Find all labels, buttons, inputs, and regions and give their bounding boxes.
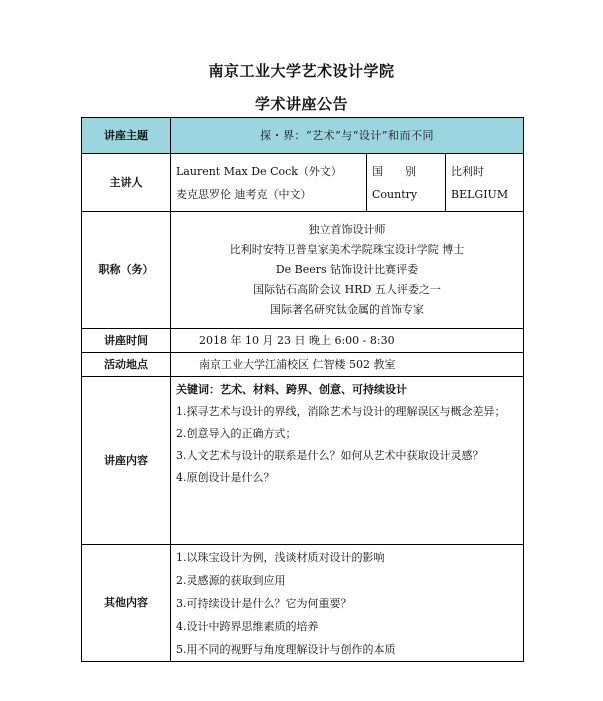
announcement-table — [81, 117, 524, 662]
country-label-en: Country — [372, 187, 418, 201]
venue-label: 活动地点 — [82, 353, 171, 377]
topic-value: 探・界：“艺术”与“设计”和而不同 — [171, 118, 524, 154]
country-labels — [367, 154, 446, 212]
speaker-names — [171, 154, 367, 212]
content-item: 3.人文艺术与设计的联系是什么？如何从艺术中获取设计灵感？ — [176, 449, 484, 462]
titles-label: 职称（务） — [82, 212, 171, 329]
country-values — [446, 154, 524, 212]
time-row — [82, 329, 524, 353]
title-item: De Beers 钻饰设计比赛评委 — [275, 263, 419, 276]
title-item: 独立首饰设计师 — [308, 223, 386, 236]
title-item: 国际著名研究钛金属的首饰专家 — [270, 303, 424, 316]
speaker-label: 主讲人 — [82, 154, 171, 212]
speaker-name-chinese: 麦克思罗伦 迪考克（中文） — [176, 187, 312, 201]
time-label: 讲座时间 — [82, 329, 171, 353]
venue-row — [82, 353, 524, 377]
other-item: 5.用不同的视野与角度理解设计与创作的本质 — [176, 642, 396, 656]
other-row — [82, 545, 524, 662]
titles-row — [82, 212, 524, 329]
country-value-cn: 比利时 — [451, 164, 484, 178]
topic-row — [82, 118, 524, 154]
other-item: 4.设计中跨界思维素质的培养 — [176, 619, 319, 633]
content-label: 讲座内容 — [82, 377, 171, 545]
speaker-name-foreign: Laurent Max De Cock（外文） — [176, 164, 342, 178]
topic-label: 讲座主题 — [82, 118, 171, 154]
time-value: 2018 年 10 月 23 日 晚上 6:00 - 8:30 — [171, 329, 524, 353]
country-value-en: BELGIUM — [451, 187, 509, 201]
content-keywords: 关键词：艺术、材料、跨界、创意、可持续设计 — [176, 383, 407, 396]
title-item: 国际钻石高阶会议 HRD 五人评委之一 — [253, 283, 441, 296]
content-item: 4.原创设计是什么？ — [176, 471, 275, 484]
content-row — [82, 377, 524, 545]
content-item: 1.探寻艺术与设计的界线，消除艺术与设计的理解误区与概念差异； — [176, 405, 506, 418]
other-item: 2.灵感源的获取到应用 — [176, 573, 286, 587]
school-title: 南京工业大学艺术设计学院 — [208, 62, 395, 80]
content-item: 2.创意导入的正确方式； — [176, 427, 297, 440]
other-list — [171, 545, 524, 662]
speaker-row — [82, 154, 524, 212]
title-item: 比利时安特卫普皇家美术学院珠宝设计学院 博士 — [229, 243, 465, 256]
other-label: 其他内容 — [82, 545, 171, 662]
other-item: 1.以珠宝设计为例，浅谈材质对设计的影响 — [176, 550, 385, 564]
venue-value: 南京工业大学江浦校区 仁智楼 502 教室 — [171, 353, 524, 377]
other-item: 3.可持续设计是什么？它为何重要？ — [176, 596, 352, 610]
titles-list — [171, 212, 524, 329]
document-title: 学术讲座公告 — [254, 95, 348, 113]
country-label-cn: 国 别 — [372, 164, 416, 178]
content-list — [171, 377, 524, 545]
